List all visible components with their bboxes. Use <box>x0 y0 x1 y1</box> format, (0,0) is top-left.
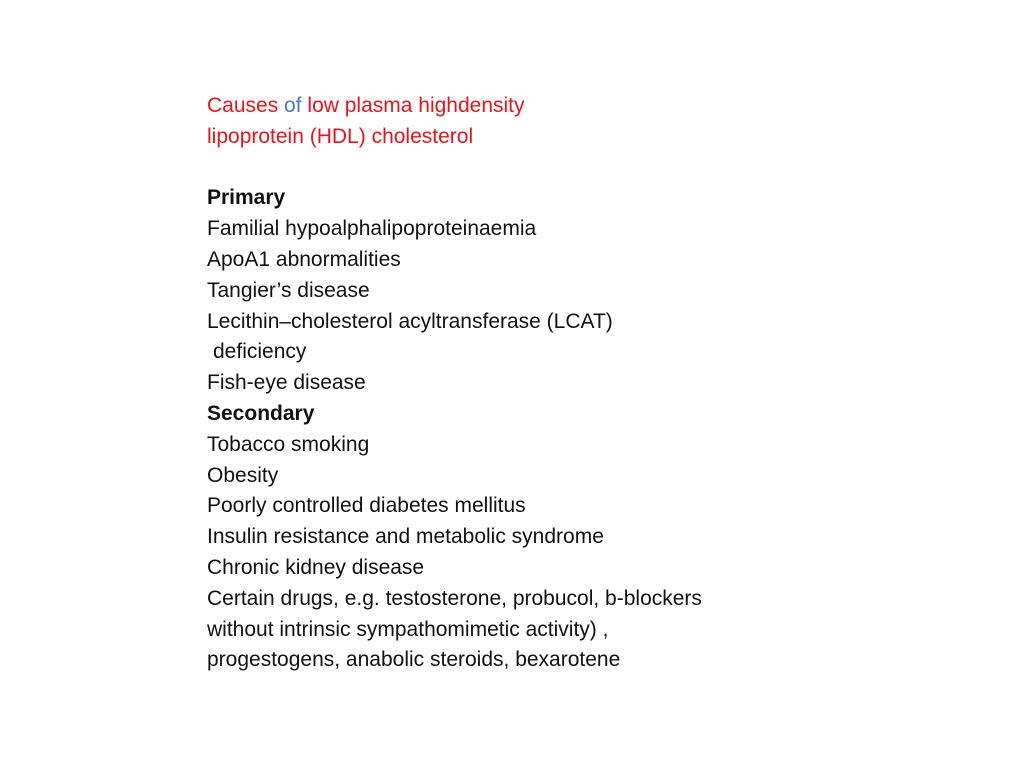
secondary-item: Chronic kidney disease <box>207 555 425 579</box>
title-part-causes: Causes <box>207 94 285 117</box>
secondary-item: progestogens, anabolic steroids, bexarotene <box>207 648 621 672</box>
secondary-heading: Secondary <box>207 401 315 425</box>
secondary-item: Obesity <box>207 463 279 487</box>
primary-item: Tangier’s disease <box>207 278 370 302</box>
title-part-of: of <box>284 94 302 117</box>
secondary-item: Tobacco smoking <box>207 432 370 456</box>
secondary-item: without intrinsic sympathomimetic activity) , <box>207 617 609 641</box>
slide-content <box>207 91 847 676</box>
secondary-item: Insulin resistance and metabolic syndrome <box>207 525 604 549</box>
slide-title <box>207 91 847 153</box>
primary-item: Fish-eye disease <box>207 371 366 395</box>
primary-item: deficiency <box>213 340 307 364</box>
title-line-2: lipoprotein (HDL) cholesterol <box>207 124 474 148</box>
secondary-item: Poorly controlled diabetes mellitus <box>207 494 526 518</box>
primary-item: Familial hypoalphalipoproteinaemia <box>207 217 537 241</box>
primary-item: Lecithin–cholesterol acyltransferase (LCAT) <box>207 309 613 333</box>
title-part-rest: low plasma highdensity <box>301 94 525 117</box>
spacer <box>207 153 847 184</box>
primary-item: ApoA1 abnormalities <box>207 247 401 271</box>
primary-heading: Primary <box>207 186 286 210</box>
secondary-item: Certain drugs, e.g. testosterone, probucol, b-blockers <box>207 586 702 610</box>
